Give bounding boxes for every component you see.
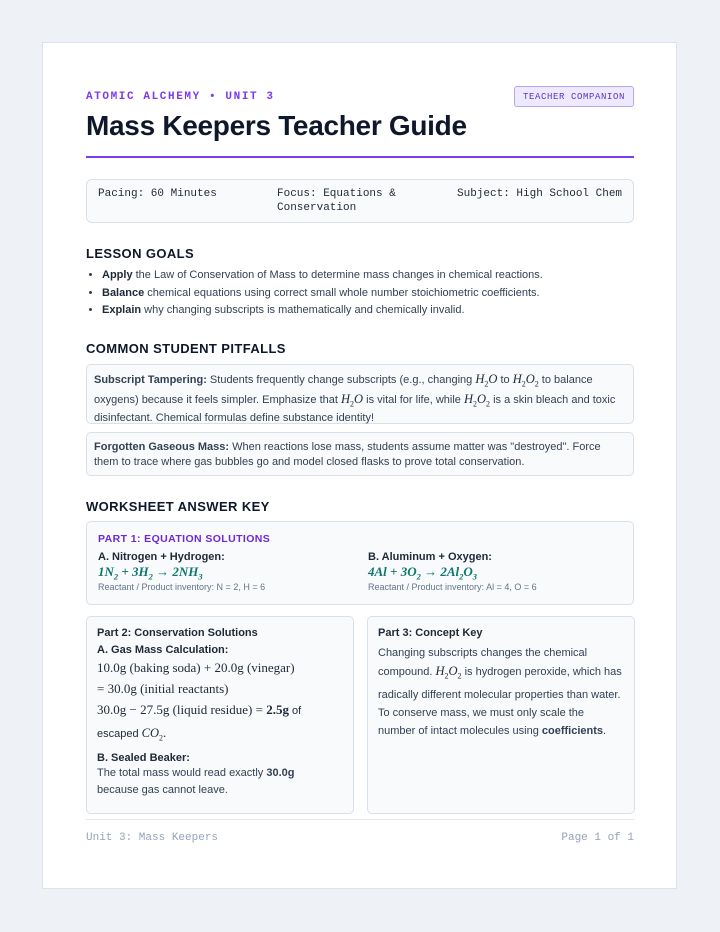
title-divider: [86, 156, 634, 158]
footer-divider: [86, 819, 634, 820]
part1-a-inventory: Reactant / Product inventory: N = 2, H = 6: [98, 582, 266, 592]
part1-a-heading: A. Nitrogen + Hydrogen:: [98, 551, 225, 563]
calc-line-2: = 30.0g (initial reactants): [97, 681, 229, 696]
teacher-companion-badge: TEACHER COMPANION: [514, 86, 634, 107]
sealed-beaker-text: The total mass would read exactly 30.0g because gas cannot leave.: [97, 766, 295, 796]
part1-title: PART 1: EQUATION SOLUTIONS: [98, 533, 271, 545]
calc-line-1: 10.0g (baking soda) + 20.0g (vinegar): [97, 660, 295, 675]
calc-line-4: escaped $CO_2$.: [97, 725, 167, 743]
gaseous-mass-card: Forgotten Gaseous Mass: When reactions lose mass, students assume matter was "destroyed". Force them to trace where gas bubbles go and model closed flasks to prove total conservation.: [86, 432, 634, 476]
part2-a-heading: A. Gas Mass Calculation:: [97, 644, 229, 656]
part2-conservation-card: [86, 616, 354, 814]
part3-concept-card: [367, 616, 635, 814]
goal-item: • Explain why changing subscripts is mathematically and chemically invalid.: [102, 302, 647, 320]
answer-key-heading: WORKSHEET ANSWER KEY: [86, 499, 270, 514]
lesson-goals-heading: LESSON GOALS: [86, 246, 195, 261]
part2-b-heading: B. Sealed Beaker:: [97, 751, 190, 764]
lesson-meta-bar: [86, 179, 634, 223]
footer-page-number: Page 1 of 1: [561, 832, 634, 844]
part1-equation-card: [86, 521, 634, 605]
unit-kicker: ATOMIC ALCHEMY • UNIT 3: [86, 91, 275, 103]
subject-text: Subject: High School Chem: [457, 188, 623, 200]
part1-b-inventory: Reactant / Product inventory: Al = 4, O = 6: [368, 582, 537, 592]
footer-unit: Unit 3: Mass Keepers: [86, 832, 219, 844]
goal-item: • Apply the Law of Conservation of Mass to determine mass changes in chemical reactions.: [102, 267, 647, 285]
page-title: Mass Keepers Teacher Guide: [86, 110, 467, 141]
aluminum-equation: $4Al + 3O_2 \to 2Al_2O_3$: [368, 564, 478, 582]
part3-text: Changing subscripts changes the chemical compound. $H_2O_2$ is hydrogen peroxide, which has radically different molecular properties than water. To conserve mass, we must only scale the number of intact molecules using coefficients.: [378, 647, 622, 737]
calc-line-3: 30.0g − 27.5g (liquid residue) = 2.5g of: [97, 702, 302, 717]
document-page: [42, 42, 677, 889]
pitfalls-heading: COMMON STUDENT PITFALLS: [86, 341, 286, 356]
part2-title: Part 2: Conservation Solutions: [97, 627, 258, 639]
goal-item: • Balance chemical equations using correct small whole number stoichiometric coefficients.: [102, 285, 647, 303]
lesson-goals-list: [88, 267, 647, 320]
subscript-tampering-card: Subscript Tampering: Students frequently change subscripts (e.g., changing $H_2O$ to $H_2O_2$ to balance oxygens) because it feels simpler. Emphasize that $H_2O$ is vital for life, while $H_2O_2$ is a skin bleach and toxic disinfectant. Chemical formulas define substance identity!: [86, 364, 634, 424]
part3-title: Part 3: Concept Key: [378, 627, 483, 639]
focus-text: Focus: Equations & Conservation: [277, 188, 396, 214]
part1-b-heading: B. Aluminum + Oxygen:: [368, 551, 492, 563]
nitrogen-equation: $1N_2 + 3H_2 \to 2NH_3$: [98, 564, 203, 582]
pacing-text: Pacing: 60 Minutes: [98, 188, 217, 200]
